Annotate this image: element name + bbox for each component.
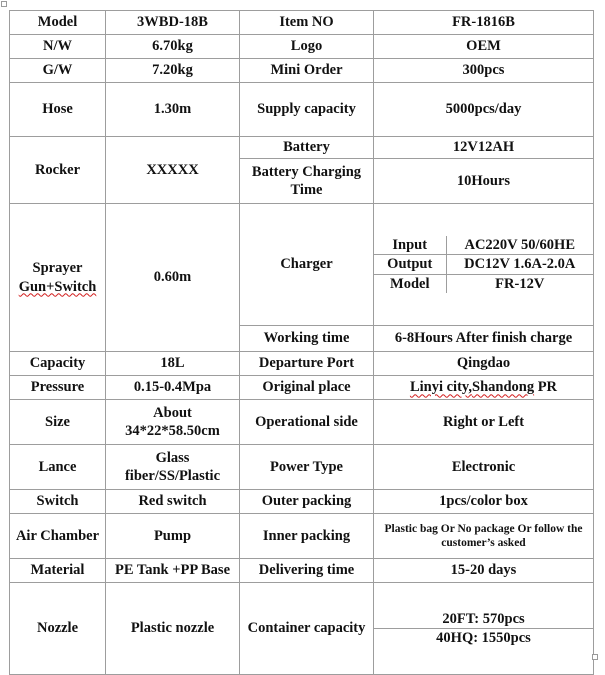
table-row	[10, 559, 594, 583]
departure-port-value: Qingdao	[374, 352, 594, 376]
charger-label: Charger	[240, 204, 374, 326]
power-type-label: Power Type	[240, 445, 374, 490]
table-row	[10, 352, 594, 376]
outer-packing-value: 1pcs/color box	[374, 490, 594, 514]
model-value: 3WBD-18B	[106, 11, 240, 35]
container-20ft-value: 20FT: 570pcs	[374, 610, 593, 629]
table-row	[10, 83, 594, 137]
power-type-value: Electronic	[374, 445, 594, 490]
working-time-label: Working time	[240, 326, 374, 352]
origin-part2: Shandong	[472, 379, 535, 396]
sprayer-value: 0.60m	[106, 204, 240, 352]
hose-label: Hose	[10, 83, 106, 137]
table-row	[10, 445, 594, 490]
air-chamber-value: Pump	[106, 514, 240, 559]
original-place-value	[374, 376, 594, 400]
table-row	[10, 11, 594, 35]
table-row	[10, 400, 594, 445]
size-label: Size	[10, 400, 106, 445]
mini-order-label: Mini Order	[240, 59, 374, 83]
table-row	[10, 35, 594, 59]
item-no-value: FR-1816B	[374, 11, 594, 35]
switch-label: Switch	[10, 490, 106, 514]
operational-side-value: Right or Left	[374, 400, 594, 445]
inner-packing-label: Inner packing	[240, 514, 374, 559]
gw-label: G/W	[10, 59, 106, 83]
table-row	[10, 59, 594, 83]
charging-time-label: Battery Charging Time	[240, 159, 374, 204]
hose-value: 1.30m	[106, 83, 240, 137]
original-place-label: Original place	[240, 376, 374, 400]
capacity-label: Capacity	[10, 352, 106, 376]
nw-value: 6.70kg	[106, 35, 240, 59]
size-value: About 34*22*58.50cm	[106, 400, 240, 445]
table-move-handle[interactable]	[1, 1, 7, 7]
operational-side-label: Operational side	[240, 400, 374, 445]
gw-value: 7.20kg	[106, 59, 240, 83]
inner-packing-value: Plastic bag Or No package Or follow the customer’s asked	[374, 514, 594, 559]
table-resize-handle[interactable]	[592, 654, 598, 660]
material-value: PE Tank +PP Base	[106, 559, 240, 583]
charger-input-value: AC220V 50/60HE	[446, 236, 593, 255]
battery-value: 12V12AH	[374, 137, 594, 159]
outer-packing-label: Outer packing	[240, 490, 374, 514]
sprayer-label-line2: Gun+Switch	[18, 278, 97, 295]
charger-specs	[374, 204, 594, 326]
container-capacity-values	[374, 583, 594, 675]
container-capacity-label: Container capacity	[240, 583, 374, 675]
mini-order-value: 300pcs	[374, 59, 594, 83]
capacity-value: 18L	[106, 352, 240, 376]
nw-label: N/W	[10, 35, 106, 59]
table-row	[10, 137, 594, 159]
working-time-value: 6-8Hours After finish charge	[374, 326, 594, 352]
charger-model-value: FR-12V	[446, 274, 593, 293]
model-label: Model	[10, 11, 106, 35]
material-label: Material	[10, 559, 106, 583]
rocker-label: Rocker	[10, 137, 106, 204]
charger-spec-table	[374, 236, 593, 292]
battery-label: Battery	[240, 137, 374, 159]
origin-part1: Linyi city,	[409, 379, 472, 396]
logo-value: OEM	[374, 35, 594, 59]
lance-value: Glass fiber/SS/Plastic	[106, 445, 240, 490]
charging-time-value: 10Hours	[374, 159, 594, 204]
charger-input-label: Input	[374, 236, 446, 255]
switch-value: Red switch	[106, 490, 240, 514]
pressure-value: 0.15-0.4Mpa	[106, 376, 240, 400]
nozzle-value: Plastic nozzle	[106, 583, 240, 675]
lance-label: Lance	[10, 445, 106, 490]
charger-output-value: DC12V 1.6A-2.0A	[446, 255, 593, 274]
charger-model-label: Model	[374, 274, 446, 293]
table-row	[10, 583, 594, 675]
table-row	[10, 514, 594, 559]
container-capacity-table	[374, 610, 593, 647]
delivering-time-label: Delivering time	[240, 559, 374, 583]
delivering-time-value: 15-20 days	[374, 559, 594, 583]
supply-capacity-value: 5000pcs/day	[374, 83, 594, 137]
origin-part3: PR	[534, 379, 558, 396]
charger-output-label: Output	[374, 255, 446, 274]
logo-label: Logo	[240, 35, 374, 59]
sprayer-label	[10, 204, 106, 352]
item-no-label: Item NO	[240, 11, 374, 35]
air-chamber-label: Air Chamber	[10, 514, 106, 559]
table-row	[10, 204, 594, 326]
rocker-value: XXXXX	[106, 137, 240, 204]
table-row	[10, 490, 594, 514]
departure-port-label: Departure Port	[240, 352, 374, 376]
pressure-label: Pressure	[10, 376, 106, 400]
table-row	[10, 376, 594, 400]
container-40hq-value: 40HQ: 1550pcs	[374, 629, 593, 648]
sprayer-label-line1: Sprayer	[32, 260, 83, 277]
nozzle-label: Nozzle	[10, 583, 106, 675]
spec-table	[9, 10, 594, 675]
supply-capacity-label: Supply capacity	[240, 83, 374, 137]
